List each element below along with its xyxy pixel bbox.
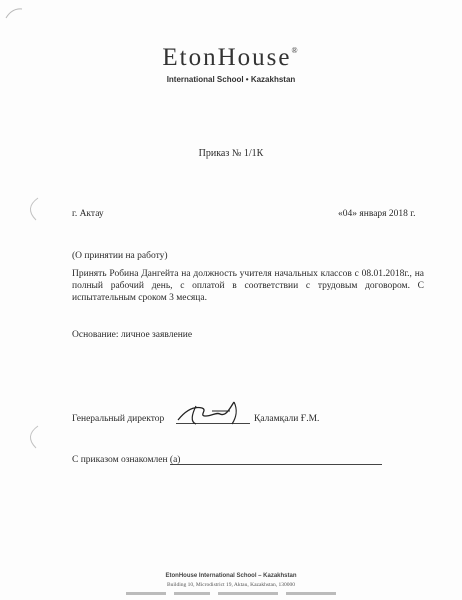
school-logo — [0, 44, 462, 72]
scan-corner-mark — [4, 6, 24, 20]
order-city: г. Актау — [72, 209, 104, 219]
cropped-contact-line — [126, 591, 336, 597]
footer-address: Building 10, Microdistrict 19, Aktau, Kazakhstan, 130000 — [166, 582, 295, 588]
footer-organization: EtonHouse International School – Kazakhstan — [165, 573, 297, 579]
registered-mark: ® — [291, 46, 300, 55]
signatory-name: Қаламқали Ғ.М. — [254, 414, 320, 424]
acknowledgement-label: С приказом ознакомлен (а) — [72, 455, 181, 465]
school-logo-subtitle: International School • Kazakhstan — [166, 75, 296, 84]
scan-punch-mark-upper — [20, 196, 42, 222]
footer-contacts-cropped — [0, 591, 462, 599]
order-basis: Основание: личное заявление — [72, 330, 193, 340]
signatory-role: Генеральный директор — [72, 414, 165, 424]
handwritten-signature — [172, 396, 244, 430]
school-logo-name: EtonHouse — [162, 44, 292, 71]
acknowledgement-signature-line — [170, 464, 382, 465]
order-body: Принять Робина Дангейта на должность учителя начальных классов с 08.01.2018г., на полный рабочий день, с оплатой в соответствии с трудовым договором. С испытательным сроком 3 месяца. — [72, 269, 424, 303]
order-subject: (О принятии на работу) — [72, 251, 168, 261]
scan-punch-mark-lower — [20, 424, 42, 450]
order-date: «04» января 2018 г. — [338, 209, 416, 219]
order-title: Приказ № 1/1К — [198, 148, 264, 159]
